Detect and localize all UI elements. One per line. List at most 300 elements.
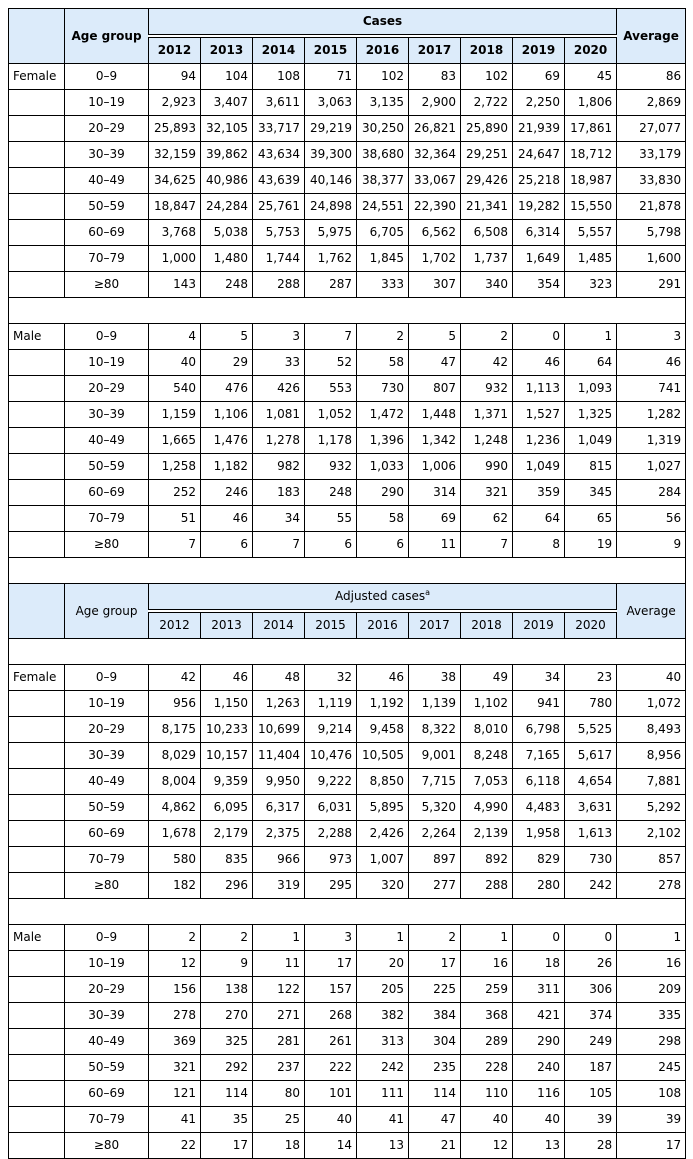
age-group-cell: ≥80 — [65, 1133, 149, 1159]
value-cell: 7 — [149, 532, 201, 558]
value-cell: 1,248 — [461, 428, 513, 454]
table-row — [9, 925, 686, 951]
age-group-cell: 30–39 — [65, 142, 149, 168]
value-cell: 10,233 — [201, 717, 253, 743]
value-cell: 9,359 — [201, 769, 253, 795]
value-cell: 1,119 — [305, 691, 357, 717]
value-cell: 3 — [253, 324, 305, 350]
table-row — [9, 1029, 686, 1055]
value-cell: 306 — [565, 977, 617, 1003]
average-cell: 278 — [617, 873, 686, 899]
value-cell: 3,407 — [201, 90, 253, 116]
blank-header-cell — [9, 584, 65, 639]
average-cell: 2,869 — [617, 90, 686, 116]
value-cell: 325 — [201, 1029, 253, 1055]
value-cell: 295 — [305, 873, 357, 899]
value-cell: 2 — [201, 925, 253, 951]
value-cell: 281 — [253, 1029, 305, 1055]
value-cell: 8,029 — [149, 743, 201, 769]
group-header-label: Cases — [362, 14, 403, 28]
age-group-cell: 50–59 — [65, 194, 149, 220]
value-cell: 1,325 — [565, 402, 617, 428]
value-cell: 22,390 — [409, 194, 461, 220]
table-row — [9, 1081, 686, 1107]
value-cell: 7,053 — [461, 769, 513, 795]
value-cell: 2,375 — [253, 821, 305, 847]
value-cell: 1,159 — [149, 402, 201, 428]
sex-cell — [9, 194, 65, 220]
age-group-cell: ≥80 — [65, 532, 149, 558]
value-cell: 932 — [461, 376, 513, 402]
double-rule — [9, 639, 686, 665]
sex-cell — [9, 506, 65, 532]
table-row — [9, 1107, 686, 1133]
table-row — [9, 220, 686, 246]
table-row — [9, 717, 686, 743]
value-cell: 46 — [201, 506, 253, 532]
age-group-cell: 40–49 — [65, 1029, 149, 1055]
value-cell: 1,192 — [357, 691, 409, 717]
sex-cell — [9, 142, 65, 168]
average-cell: 3 — [617, 324, 686, 350]
value-cell: 319 — [253, 873, 305, 899]
value-cell: 345 — [565, 480, 617, 506]
value-cell: 1,958 — [513, 821, 565, 847]
value-cell: 143 — [149, 272, 201, 298]
value-cell: 892 — [461, 847, 513, 873]
age-group-cell: 20–29 — [65, 717, 149, 743]
average-cell: 1,072 — [617, 691, 686, 717]
value-cell: 2,288 — [305, 821, 357, 847]
table-row — [9, 821, 686, 847]
age-group-cell: 50–59 — [65, 795, 149, 821]
value-cell: 815 — [565, 454, 617, 480]
value-cell: 0 — [565, 925, 617, 951]
cases-table-container — [8, 8, 685, 1159]
value-cell: 40 — [149, 350, 201, 376]
value-cell: 24,551 — [357, 194, 409, 220]
average-cell: 16 — [617, 951, 686, 977]
value-cell: 55 — [305, 506, 357, 532]
value-cell: 49 — [461, 665, 513, 691]
value-cell: 104 — [201, 64, 253, 90]
header-row — [9, 9, 686, 37]
value-cell: 205 — [357, 977, 409, 1003]
value-cell: 71 — [305, 64, 357, 90]
value-cell: 5,753 — [253, 220, 305, 246]
value-cell: 25,218 — [513, 168, 565, 194]
value-cell: 1,106 — [201, 402, 253, 428]
age-group-cell: 40–49 — [65, 769, 149, 795]
value-cell: 1,480 — [201, 246, 253, 272]
value-cell: 7,165 — [513, 743, 565, 769]
table-row — [9, 428, 686, 454]
value-cell: 580 — [149, 847, 201, 873]
table-row — [9, 324, 686, 350]
table-row — [9, 1133, 686, 1159]
value-cell: 9,222 — [305, 769, 357, 795]
value-cell: 157 — [305, 977, 357, 1003]
age-group-cell: 60–69 — [65, 821, 149, 847]
year-header: 2013 — [201, 611, 253, 639]
sex-cell — [9, 1107, 65, 1133]
value-cell: 40 — [461, 1107, 513, 1133]
age-group-cell: 70–79 — [65, 506, 149, 532]
year-header: 2020 — [565, 611, 617, 639]
average-header: Average — [617, 584, 686, 639]
value-cell: 114 — [409, 1081, 461, 1107]
value-cell: 290 — [513, 1029, 565, 1055]
age-group-cell: 60–69 — [65, 480, 149, 506]
value-cell: 2 — [357, 324, 409, 350]
value-cell: 730 — [565, 847, 617, 873]
double-rule — [9, 298, 686, 324]
value-cell: 156 — [149, 977, 201, 1003]
table-row — [9, 977, 686, 1003]
value-cell: 24,898 — [305, 194, 357, 220]
value-cell: 252 — [149, 480, 201, 506]
value-cell: 1 — [565, 324, 617, 350]
sex-cell — [9, 769, 65, 795]
table-row — [9, 743, 686, 769]
value-cell: 780 — [565, 691, 617, 717]
value-cell: 990 — [461, 454, 513, 480]
double-rule — [9, 899, 686, 925]
age-group-cell: 10–19 — [65, 350, 149, 376]
value-cell: 47 — [409, 350, 461, 376]
year-header: 2018 — [461, 36, 513, 64]
table-row — [9, 454, 686, 480]
value-cell: 1,476 — [201, 428, 253, 454]
value-cell: 25 — [253, 1107, 305, 1133]
value-cell: 6,508 — [461, 220, 513, 246]
value-cell: 1,258 — [149, 454, 201, 480]
value-cell: 10,505 — [357, 743, 409, 769]
year-header: 2014 — [253, 36, 305, 64]
value-cell: 40 — [305, 1107, 357, 1133]
age-group-cell: 40–49 — [65, 168, 149, 194]
value-cell: 8,322 — [409, 717, 461, 743]
sex-cell — [9, 402, 65, 428]
header-row — [9, 584, 686, 612]
age-group-cell: 30–39 — [65, 743, 149, 769]
value-cell: 225 — [409, 977, 461, 1003]
year-header: 2013 — [201, 36, 253, 64]
separator-row — [9, 298, 686, 324]
value-cell: 32,364 — [409, 142, 461, 168]
table-row — [9, 64, 686, 90]
value-cell: 4 — [149, 324, 201, 350]
value-cell: 1,278 — [253, 428, 305, 454]
value-cell: 101 — [305, 1081, 357, 1107]
value-cell: 2,426 — [357, 821, 409, 847]
year-header: 2020 — [565, 36, 617, 64]
value-cell: 1,033 — [357, 454, 409, 480]
value-cell: 6,562 — [409, 220, 461, 246]
table-row — [9, 350, 686, 376]
sex-cell: Male — [9, 324, 65, 350]
value-cell: 966 — [253, 847, 305, 873]
average-cell: 857 — [617, 847, 686, 873]
value-cell: 288 — [253, 272, 305, 298]
value-cell: 33 — [253, 350, 305, 376]
value-cell: 46 — [357, 665, 409, 691]
average-cell: 5,292 — [617, 795, 686, 821]
value-cell: 242 — [565, 873, 617, 899]
value-cell: 307 — [409, 272, 461, 298]
value-cell: 311 — [513, 977, 565, 1003]
value-cell: 354 — [513, 272, 565, 298]
average-cell: 86 — [617, 64, 686, 90]
value-cell: 105 — [565, 1081, 617, 1107]
value-cell: 102 — [461, 64, 513, 90]
average-cell: 1,319 — [617, 428, 686, 454]
value-cell: 235 — [409, 1055, 461, 1081]
group-header — [149, 9, 617, 37]
age-group-cell: 10–19 — [65, 691, 149, 717]
value-cell: 17 — [201, 1133, 253, 1159]
age-group-cell: 70–79 — [65, 246, 149, 272]
value-cell: 2,179 — [201, 821, 253, 847]
separator-row — [9, 899, 686, 925]
value-cell: 2,250 — [513, 90, 565, 116]
table-row — [9, 168, 686, 194]
value-cell: 39,862 — [201, 142, 253, 168]
value-cell: 51 — [149, 506, 201, 532]
group-header-label: Adjusted cases — [335, 589, 426, 603]
value-cell: 1,081 — [253, 402, 305, 428]
value-cell: 64 — [513, 506, 565, 532]
value-cell: 271 — [253, 1003, 305, 1029]
value-cell: 313 — [357, 1029, 409, 1055]
value-cell: 41 — [357, 1107, 409, 1133]
sex-cell — [9, 743, 65, 769]
average-cell: 108 — [617, 1081, 686, 1107]
value-cell: 382 — [357, 1003, 409, 1029]
average-cell: 8,493 — [617, 717, 686, 743]
value-cell: 1,236 — [513, 428, 565, 454]
value-cell: 29,251 — [461, 142, 513, 168]
value-cell: 32,159 — [149, 142, 201, 168]
value-cell: 3,768 — [149, 220, 201, 246]
value-cell: 1,049 — [565, 428, 617, 454]
value-cell: 6,095 — [201, 795, 253, 821]
value-cell: 18 — [253, 1133, 305, 1159]
value-cell: 6,118 — [513, 769, 565, 795]
value-cell: 7 — [461, 532, 513, 558]
value-cell: 39,300 — [305, 142, 357, 168]
value-cell: 359 — [513, 480, 565, 506]
value-cell: 58 — [357, 506, 409, 532]
value-cell: 18,847 — [149, 194, 201, 220]
value-cell: 138 — [201, 977, 253, 1003]
value-cell: 40 — [513, 1107, 565, 1133]
value-cell: 62 — [461, 506, 513, 532]
value-cell: 2,264 — [409, 821, 461, 847]
age-group-header: Age group — [65, 584, 149, 639]
average-cell: 8,956 — [617, 743, 686, 769]
value-cell: 973 — [305, 847, 357, 873]
value-cell: 290 — [357, 480, 409, 506]
sex-cell — [9, 821, 65, 847]
value-cell: 5,557 — [565, 220, 617, 246]
value-cell: 3,611 — [253, 90, 305, 116]
sex-cell: Female — [9, 665, 65, 691]
sex-cell — [9, 795, 65, 821]
sex-cell — [9, 717, 65, 743]
sex-cell — [9, 1081, 65, 1107]
table-row — [9, 480, 686, 506]
table-row — [9, 873, 686, 899]
value-cell: 2,923 — [149, 90, 201, 116]
value-cell: 2,139 — [461, 821, 513, 847]
value-cell: 1,263 — [253, 691, 305, 717]
age-group-cell: 0–9 — [65, 665, 149, 691]
value-cell: 21 — [409, 1133, 461, 1159]
value-cell: 17 — [409, 951, 461, 977]
average-cell: 1 — [617, 925, 686, 951]
value-cell: 1,806 — [565, 90, 617, 116]
value-cell: 33,717 — [253, 116, 305, 142]
value-cell: 374 — [565, 1003, 617, 1029]
age-group-cell: 70–79 — [65, 847, 149, 873]
value-cell: 15,550 — [565, 194, 617, 220]
value-cell: 83 — [409, 64, 461, 90]
value-cell: 1,762 — [305, 246, 357, 272]
value-cell: 941 — [513, 691, 565, 717]
value-cell: 30,250 — [357, 116, 409, 142]
value-cell: 540 — [149, 376, 201, 402]
value-cell: 121 — [149, 1081, 201, 1107]
value-cell: 12 — [461, 1133, 513, 1159]
value-cell: 3,135 — [357, 90, 409, 116]
value-cell: 32,105 — [201, 116, 253, 142]
value-cell: 5,038 — [201, 220, 253, 246]
table-row — [9, 402, 686, 428]
value-cell: 5,895 — [357, 795, 409, 821]
value-cell: 5,617 — [565, 743, 617, 769]
value-cell: 2,900 — [409, 90, 461, 116]
year-header: 2014 — [253, 611, 305, 639]
value-cell: 261 — [305, 1029, 357, 1055]
age-group-header: Age group — [65, 9, 149, 64]
sex-cell — [9, 873, 65, 899]
value-cell: 39 — [565, 1107, 617, 1133]
value-cell: 182 — [149, 873, 201, 899]
value-cell: 122 — [253, 977, 305, 1003]
value-cell: 1,472 — [357, 402, 409, 428]
sex-cell — [9, 1133, 65, 1159]
sex-cell — [9, 454, 65, 480]
value-cell: 289 — [461, 1029, 513, 1055]
value-cell: 18,712 — [565, 142, 617, 168]
value-cell: 248 — [201, 272, 253, 298]
average-cell: 1,600 — [617, 246, 686, 272]
value-cell: 110 — [461, 1081, 513, 1107]
value-cell: 1,527 — [513, 402, 565, 428]
value-cell: 22 — [149, 1133, 201, 1159]
value-cell: 64 — [565, 350, 617, 376]
value-cell: 24,647 — [513, 142, 565, 168]
value-cell: 10,157 — [201, 743, 253, 769]
value-cell: 47 — [409, 1107, 461, 1133]
value-cell: 29,426 — [461, 168, 513, 194]
table-row — [9, 532, 686, 558]
value-cell: 5,525 — [565, 717, 617, 743]
value-cell: 80 — [253, 1081, 305, 1107]
year-header: 2019 — [513, 36, 565, 64]
average-cell: 33,179 — [617, 142, 686, 168]
age-group-cell: ≥80 — [65, 272, 149, 298]
value-cell: 932 — [305, 454, 357, 480]
value-cell: 25,893 — [149, 116, 201, 142]
average-cell: 33,830 — [617, 168, 686, 194]
value-cell: 1 — [461, 925, 513, 951]
value-cell: 25,761 — [253, 194, 305, 220]
value-cell: 7,715 — [409, 769, 461, 795]
value-cell: 42 — [461, 350, 513, 376]
value-cell: 46 — [513, 350, 565, 376]
value-cell: 13 — [513, 1133, 565, 1159]
value-cell: 26 — [565, 951, 617, 977]
value-cell: 6,317 — [253, 795, 305, 821]
value-cell: 14 — [305, 1133, 357, 1159]
age-group-cell: 70–79 — [65, 1107, 149, 1133]
sex-cell — [9, 116, 65, 142]
value-cell: 1,371 — [461, 402, 513, 428]
value-cell: 16 — [461, 951, 513, 977]
value-cell: 320 — [357, 873, 409, 899]
table-row — [9, 376, 686, 402]
value-cell: 41 — [149, 1107, 201, 1133]
value-cell: 6,798 — [513, 717, 565, 743]
value-cell: 18 — [513, 951, 565, 977]
value-cell: 242 — [357, 1055, 409, 1081]
year-header: 2012 — [149, 611, 201, 639]
value-cell: 38,680 — [357, 142, 409, 168]
average-cell: 741 — [617, 376, 686, 402]
value-cell: 18,987 — [565, 168, 617, 194]
value-cell: 237 — [253, 1055, 305, 1081]
value-cell: 314 — [409, 480, 461, 506]
sex-cell — [9, 1003, 65, 1029]
table-row — [9, 272, 686, 298]
value-cell: 116 — [513, 1081, 565, 1107]
value-cell: 28 — [565, 1133, 617, 1159]
value-cell: 29 — [201, 350, 253, 376]
value-cell: 1,006 — [409, 454, 461, 480]
value-cell: 34 — [253, 506, 305, 532]
value-cell: 1,678 — [149, 821, 201, 847]
value-cell: 333 — [357, 272, 409, 298]
value-cell: 7 — [253, 532, 305, 558]
value-cell: 38,377 — [357, 168, 409, 194]
value-cell: 183 — [253, 480, 305, 506]
value-cell: 13 — [357, 1133, 409, 1159]
value-cell: 1,649 — [513, 246, 565, 272]
average-cell: 7,881 — [617, 769, 686, 795]
average-cell: 40 — [617, 665, 686, 691]
separator-row — [9, 558, 686, 584]
value-cell: 38 — [409, 665, 461, 691]
table-row — [9, 665, 686, 691]
value-cell: 29,219 — [305, 116, 357, 142]
value-cell: 829 — [513, 847, 565, 873]
value-cell: 288 — [461, 873, 513, 899]
value-cell: 1,150 — [201, 691, 253, 717]
age-group-cell: 0–9 — [65, 64, 149, 90]
year-header: 2012 — [149, 36, 201, 64]
